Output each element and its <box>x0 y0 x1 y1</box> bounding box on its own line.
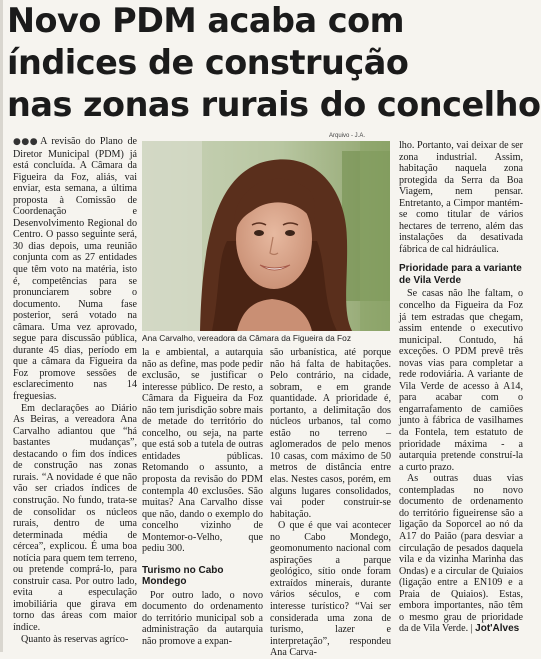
subheading-prioridade: Prioridade para a variante de Vila Verde <box>399 263 522 286</box>
body-paragraph: O que é que vai acontecer no Cabo Mondego, geomonumento nacional com aspirações a parque geológico, sítio onde foram extraídos minerais, durante vários séculos, e com interesse turístico? “Vai ser considerada uma zona de turismo, lazer e interpretação”, respondeu Ana Carva- <box>270 520 391 659</box>
body-paragraph: Em declarações ao Diário As Beiras, a vereadora Ana Carvalho adiantou que “há bastantes mudanças”, destacando o fim dos índices de construção nas zonas rurais. “A novidade é que não vão ser criados índices de construção. No fundo, trata-se de consolidar os núcleos rurais, dentro de uma determinada média de cércea”, explicou. É uma boa notícia para quem tem terreno, ou pretende comprá-lo, para construir casa. Por outro lado, evita a especulação imobiliária que girava em torno das áreas com maior índice. <box>13 402 137 633</box>
article-column-1 <box>13 136 137 645</box>
body-paragraph: lho. Portanto, vai deixar de ser zona industrial. Assim, habitação naquela zona protegida da Serra da Boa Viagem, nem pensar. Entretanto, a Cimpor mantém-se como titular de vários hectares de terreno, além das instalações da desativada fábrica de cal hidráulica. <box>399 140 523 255</box>
lead-text: A revisão do Plano de Diretor Municipal (PDM) já está concluída. A Câmara da Figueira da Foz, aliás, vai enviar, esta semana, a última proposta à Comissão de Coordenação e Desenvolvimento Regional do Centro. O passo seguinte será, 30 dias depois, uma reunião conjunta com as 27 entidades que têm voto na matéria, isto é, competências para se pronunciarem sobre o documento. Numa fase posterior, será votado na câmara. Uma vez aprovado, segue para discussão pública, durante 45 dias, período em que a câmara da Figueira da Foz promove sessões de esclarecimento nas 14 freguesias. <box>13 136 137 403</box>
photo-caption: Ana Carvalho, vereadora da Câmara da Figueira da Foz <box>142 333 352 343</box>
author-signature: Jot'Alves <box>475 623 520 635</box>
headline-line-1: Novo PDM acaba com <box>7 1 405 40</box>
headline-line-2: índices de construção <box>7 43 409 82</box>
body-paragraph: la e ambiental, a autarquia não as define, mas pode pedir exclusão, se justificar o interesse público. De resto, a Câmara da Figueira da Foz não tem jurisdição sobre mais de metade do território do concelho, ou seja, na parte que está sob a tutela de outras entidades públicas. Retomando o assunto, a proposta da revisão do PDM contempla 40 exclusões. São muitas? Ana Carvalho disse que não, dando o exemplo do concelho vizinho de Montemor-o-Velho, que pediu 300. <box>142 347 263 555</box>
article-column-2 <box>142 347 263 648</box>
body-paragraph: Quanto às reservas agríco- <box>21 633 129 645</box>
lead-paragraph <box>13 136 137 403</box>
page-fold-edge <box>0 0 3 652</box>
headline <box>7 0 541 126</box>
portrait-illustration <box>142 141 390 331</box>
body-paragraph: As outras duas vias contempladas no novo documento de ordenamento do território figueirense são a ligação da Soporcel ao nó da A17 do Paião (para desviar a circulação de pesados daquela vila e da vizinha Marinha das Ondas) e a circular de Quiaios (ligação entre a EN109 e a Praia de Quiaios). Estas, embora importantes, não têm o mesmo grau de prioridade da de Vila Verde. | Jot'Alves <box>399 473 523 635</box>
body-paragraph: Se casas não lhe faltam, o concelho da Figueira da Foz já tem estradas que chegam, assim entende o executivo municipal. Contudo, há exceções. O PDM prevê três novas vias para completar a rede rodoviária. A variante de Vila Verde de acesso à A14, para acabar com o engarrafamento de camiões junto à fábrica de vasilhames da Fontela, tem estatuto de prioridade máxima - a autarquia pretende construí-la a curto prazo. <box>399 288 523 473</box>
photo-credit: Arquivo - J.A. <box>329 133 366 139</box>
body-paragraph: Por outro lado, o novo documento do ordenamento do território municipal sob a administração da autarquia não promove a expan- <box>142 589 263 648</box>
article-column-4 <box>399 140 523 635</box>
headline-line-3: nas zonas rurais do concelho <box>7 85 541 124</box>
body-paragraph: são urbanística, até porque não há falta de habitações. Pelo contrário, na cidade, sobram, e em grande quantidade. A prioridade é, portanto, a delimitação dos núcleos urbanos, tal como estão no terreno – aglomerados de pelo menos 10 casas, com máximo de 50 metros de distância entre elas. Nestes casos, porém, em alguns lugares consolidados, vai poder construir-se habitação. <box>270 347 391 520</box>
article-column-3 <box>270 347 391 659</box>
closing-text: As outras duas vias contempladas no novo documento de ordenamento do território figueirense são a ligação da Soporcel ao nó da A17 do Paião (para desviar a circulação de pesados daquela vila e da vizinha Marinha das Ondas) e a circular de Quiaios (ligação entre a EN109 e a Praia de Quiaios). Estas, embora importantes, não têm o mesmo grau de prioridade da de Vila Verde. <box>399 473 523 635</box>
subheading-turismo: Turismo no Cabo Mondego <box>142 564 224 588</box>
section-bullets-icon: ●●● <box>13 137 39 147</box>
portrait-photo <box>142 141 390 331</box>
